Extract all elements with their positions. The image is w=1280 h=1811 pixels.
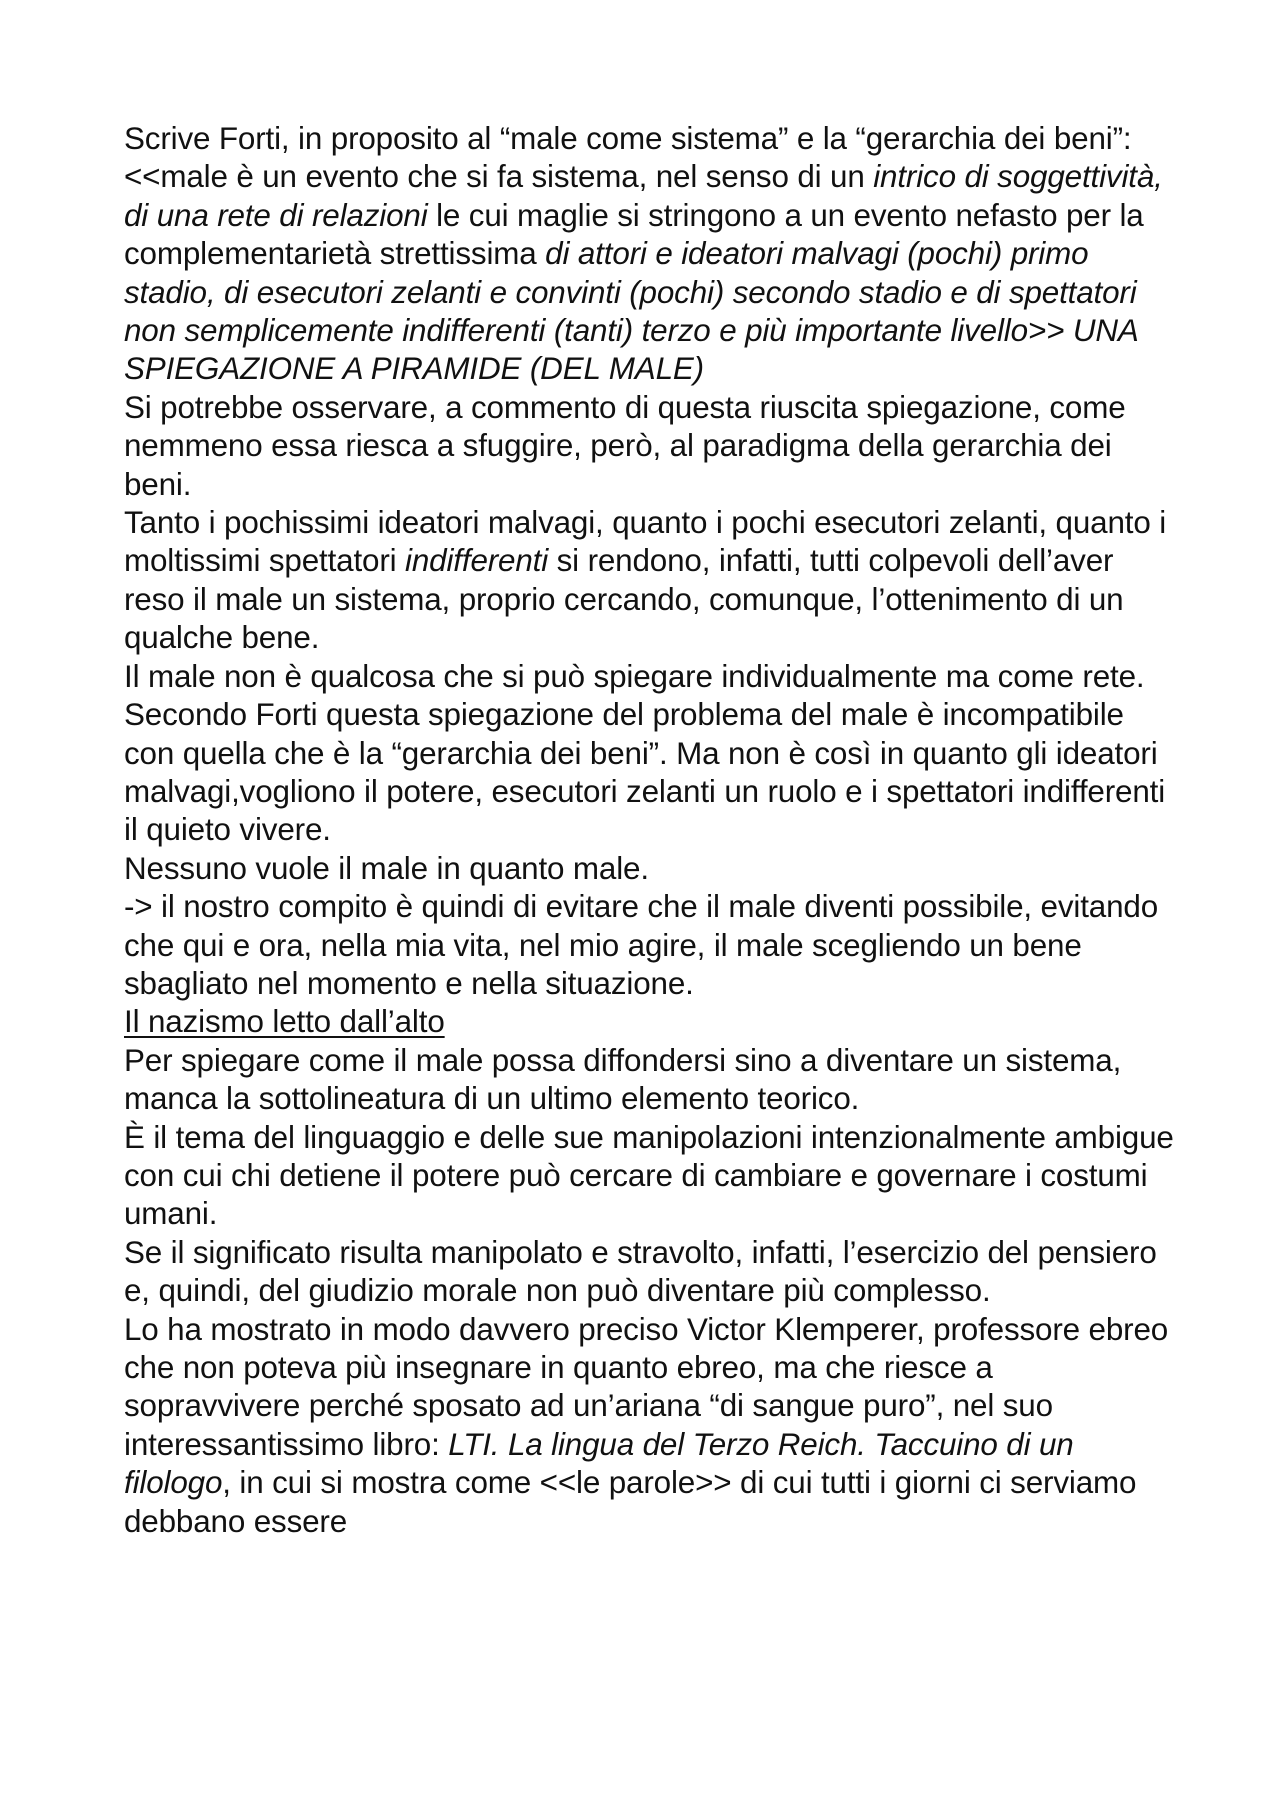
text-run: Per spiegare come il male possa diffondersi sino a diventare un sistema, manca la sottolineatura di un ultimo elemento teorico.	[124, 1042, 1122, 1117]
text-run: Si potrebbe osservare, a commento di questa riuscita spiegazione, come nemmeno essa riesca a sfuggire, però, al paradigma della gerarchia dei beni.	[124, 389, 1126, 502]
paragraph-compito	[124, 888, 1174, 1003]
text-run: -> il nostro compito è quindi di evitare che il male diventi possibile, evitando che qui e ora, nella mia vita, nel mio agire, il male scegliendo un bene sbagliato nel momento e nella situazione.	[124, 889, 1159, 1001]
text-run: Nessuno vuole il male in quanto male.	[124, 850, 649, 886]
italic-run: di attori e ideatori malvagi (pochi) primo stadio, di esecutori zelanti e convinti (pochi) secondo stadio e di spettatori non semplicemente indifferenti (tanti) terzo e più importante livello>> UNA SPIEGAZIONE A PIRAMIDE (DEL MALE)	[124, 236, 1138, 387]
paragraph-secondo-forti	[124, 696, 1174, 850]
paragraph-forti-quote	[124, 120, 1174, 389]
text-run: Lo ha mostrato in modo davvero preciso Victor Klemperer, professore ebreo che non poteva più insegnare in quanto ebreo, ma che riesce a sopravvivere perché sposato ad un’ariana “di sangue puro”, nel suo interessantissimo libro:	[124, 1311, 1169, 1462]
paragraph-significato	[124, 1234, 1174, 1311]
paragraph-tanto-i-pochissimi	[124, 504, 1174, 658]
paragraph-commento	[124, 389, 1174, 504]
section-heading-nazismo	[124, 1003, 1174, 1041]
paragraph-nessuno	[124, 850, 1174, 888]
text-run: Scrive Forti, in proposito al “male come sistema” e la “gerarchia dei beni”: <<male è un evento che si fa sistema, nel senso di un	[124, 121, 1132, 195]
paragraph-per-spiegare	[124, 1042, 1174, 1119]
text-run: Tanto i pochissimi ideatori malvagi, quanto i pochi esecutori zelanti, quanto i moltissimi spettatori	[124, 505, 1167, 579]
text-run: È il tema del linguaggio e delle sue manipolazioni intenzionalmente ambigue con cui chi detiene il potere può cercare di cambiare e governare i costumi umani.	[124, 1119, 1174, 1232]
text-run: , in cui si mostra come <<le parole>> di cui tutti i giorni ci serviamo debbano essere	[124, 1465, 1137, 1539]
underlined-heading-text: Il nazismo letto dall’alto	[124, 1004, 445, 1040]
text-run: Secondo Forti questa spiegazione del problema del male è incompatibile con quella che è la “gerarchia dei beni”. Ma non è così in quanto gli ideatori malvagi,vogliono il potere, esecutori zelanti un ruolo e i spettatori indifferenti il quieto vivere.	[124, 697, 1166, 848]
paragraph-linguaggio	[124, 1119, 1174, 1234]
text-run: Il male non è qualcosa che si può spiegare individualmente ma come rete.	[124, 658, 1145, 694]
italic-book-title: LTI. La lingua del Terzo Reich. Taccuino di un filologo	[124, 1426, 1074, 1501]
italic-run: indifferenti	[405, 543, 549, 579]
text-run: le cui maglie si stringono a un evento nefasto per la complementarietà strettissima	[124, 197, 1144, 272]
paragraph-klemperer	[124, 1311, 1174, 1541]
text-run: si rendono, infatti, tutti colpevoli dell’aver reso il male un sistema, proprio cercando, comunque, l’ottenimento di un qualche bene.	[124, 543, 1124, 656]
paragraph-male-rete	[124, 658, 1174, 696]
text-run: Se il significato risulta manipolato e stravolto, infatti, l’esercizio del pensiero e, quindi, del giudizio morale non può diventare più complesso.	[124, 1234, 1157, 1309]
italic-run: intrico di soggettività, di una rete di relazioni	[124, 159, 1163, 233]
document-page	[124, 120, 1174, 1541]
